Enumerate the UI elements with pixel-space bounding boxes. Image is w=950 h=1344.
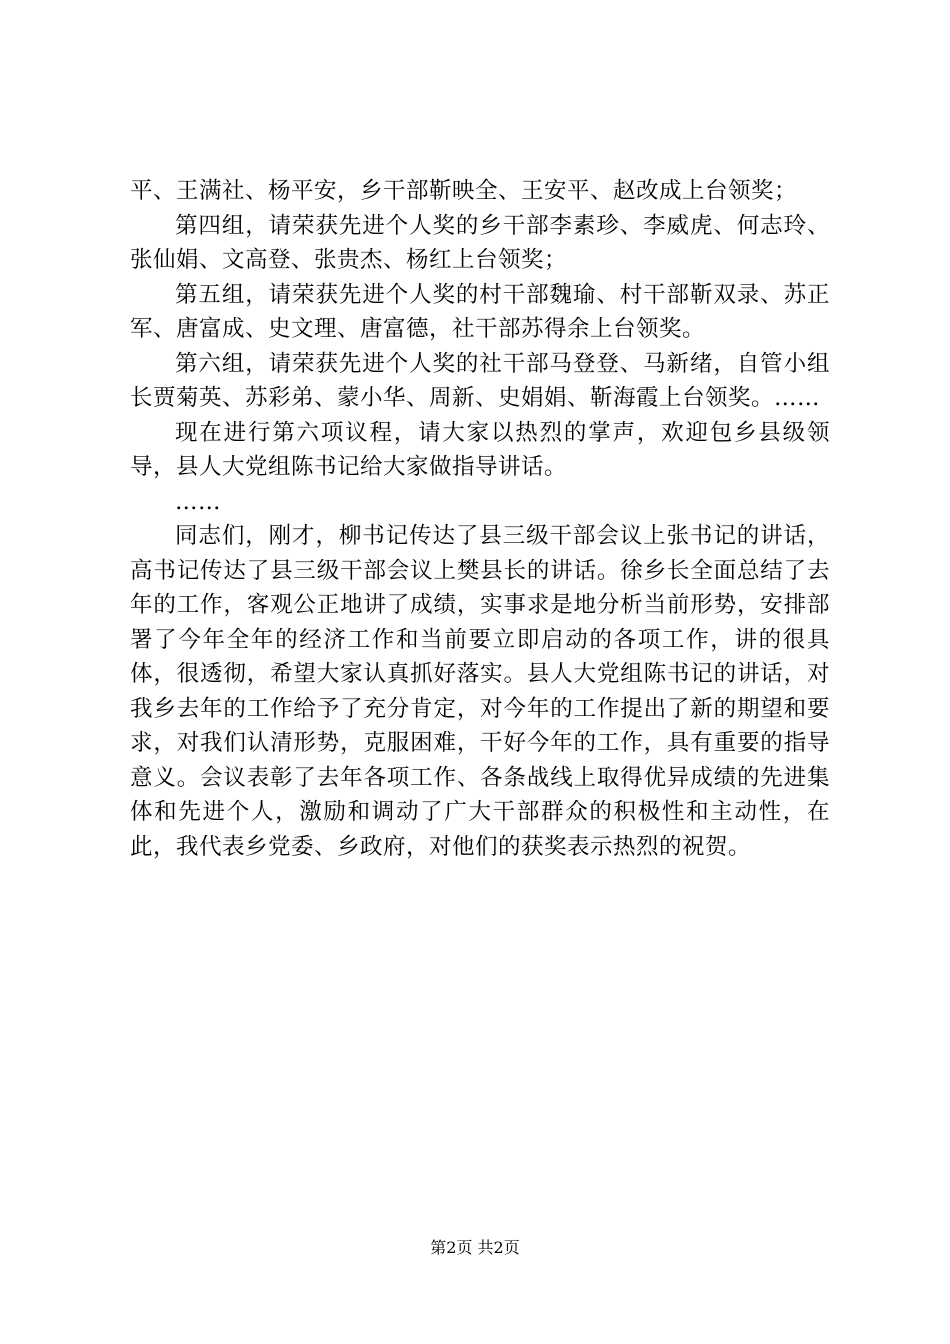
- paragraph-6-ellipsis: ……: [175, 488, 221, 515]
- paragraph-2: 第四组，请荣获先进个人奖的乡干部李素珍、李威虎、何志玲、张仙娟、文高登、张贵杰、杨红上台领奖；: [130, 212, 830, 273]
- paragraph-5: 现在进行第六项议程，请大家以热烈的掌声，欢迎包乡县级领导，县人大党组陈书记给大家做指导讲话。: [130, 419, 830, 480]
- document-body: [130, 174, 830, 864]
- paragraph-7: 同志们，刚才，柳书记传达了县三级干部会议上张书记的讲话，高书记传达了县三级干部会议上樊县长的讲话。徐乡长全面总结了去年的工作，客观公正地讲了成绩，实事求是地分析当前形势，安排部署了今年全年的经济工作和当前要立即启动的各项工作，讲的很具体，很透彻，希望大家认真抓好落实。县人大党组陈书记的讲话，对我乡去年的工作给予了充分肯定，对今年的工作提出了新的期望和要求，对我们认清形势，克服困难，干好今年的工作，具有重要的指导意义。会议表彰了去年各项工作、各条战线上取得优异成绩的先进集体和先进个人，激励和调动了广大干部群众的积极性和主动性，在此，我代表乡党委、乡政府，对他们的获奖表示热烈的祝贺。: [130, 523, 830, 860]
- page-footer: [0, 1236, 950, 1260]
- paragraph-3: 第五组，请荣获先进个人奖的村干部魏瑜、村干部靳双录、苏正军、唐富成、史文理、唐富德，社干部苏得余上台领奖。: [130, 281, 830, 342]
- page-number-label: 第2页 共2页: [430, 1238, 520, 1257]
- paragraph-1: 平、王满社、杨平安，乡干部靳映全、王安平、赵改成上台领奖；: [130, 178, 798, 204]
- paragraph-4: 第六组，请荣获先进个人奖的社干部马登登、马新绪，自管小组长贾菊英、苏彩弟、蒙小华、周新、史娟娟、靳海霞上台领奖。……: [130, 350, 830, 411]
